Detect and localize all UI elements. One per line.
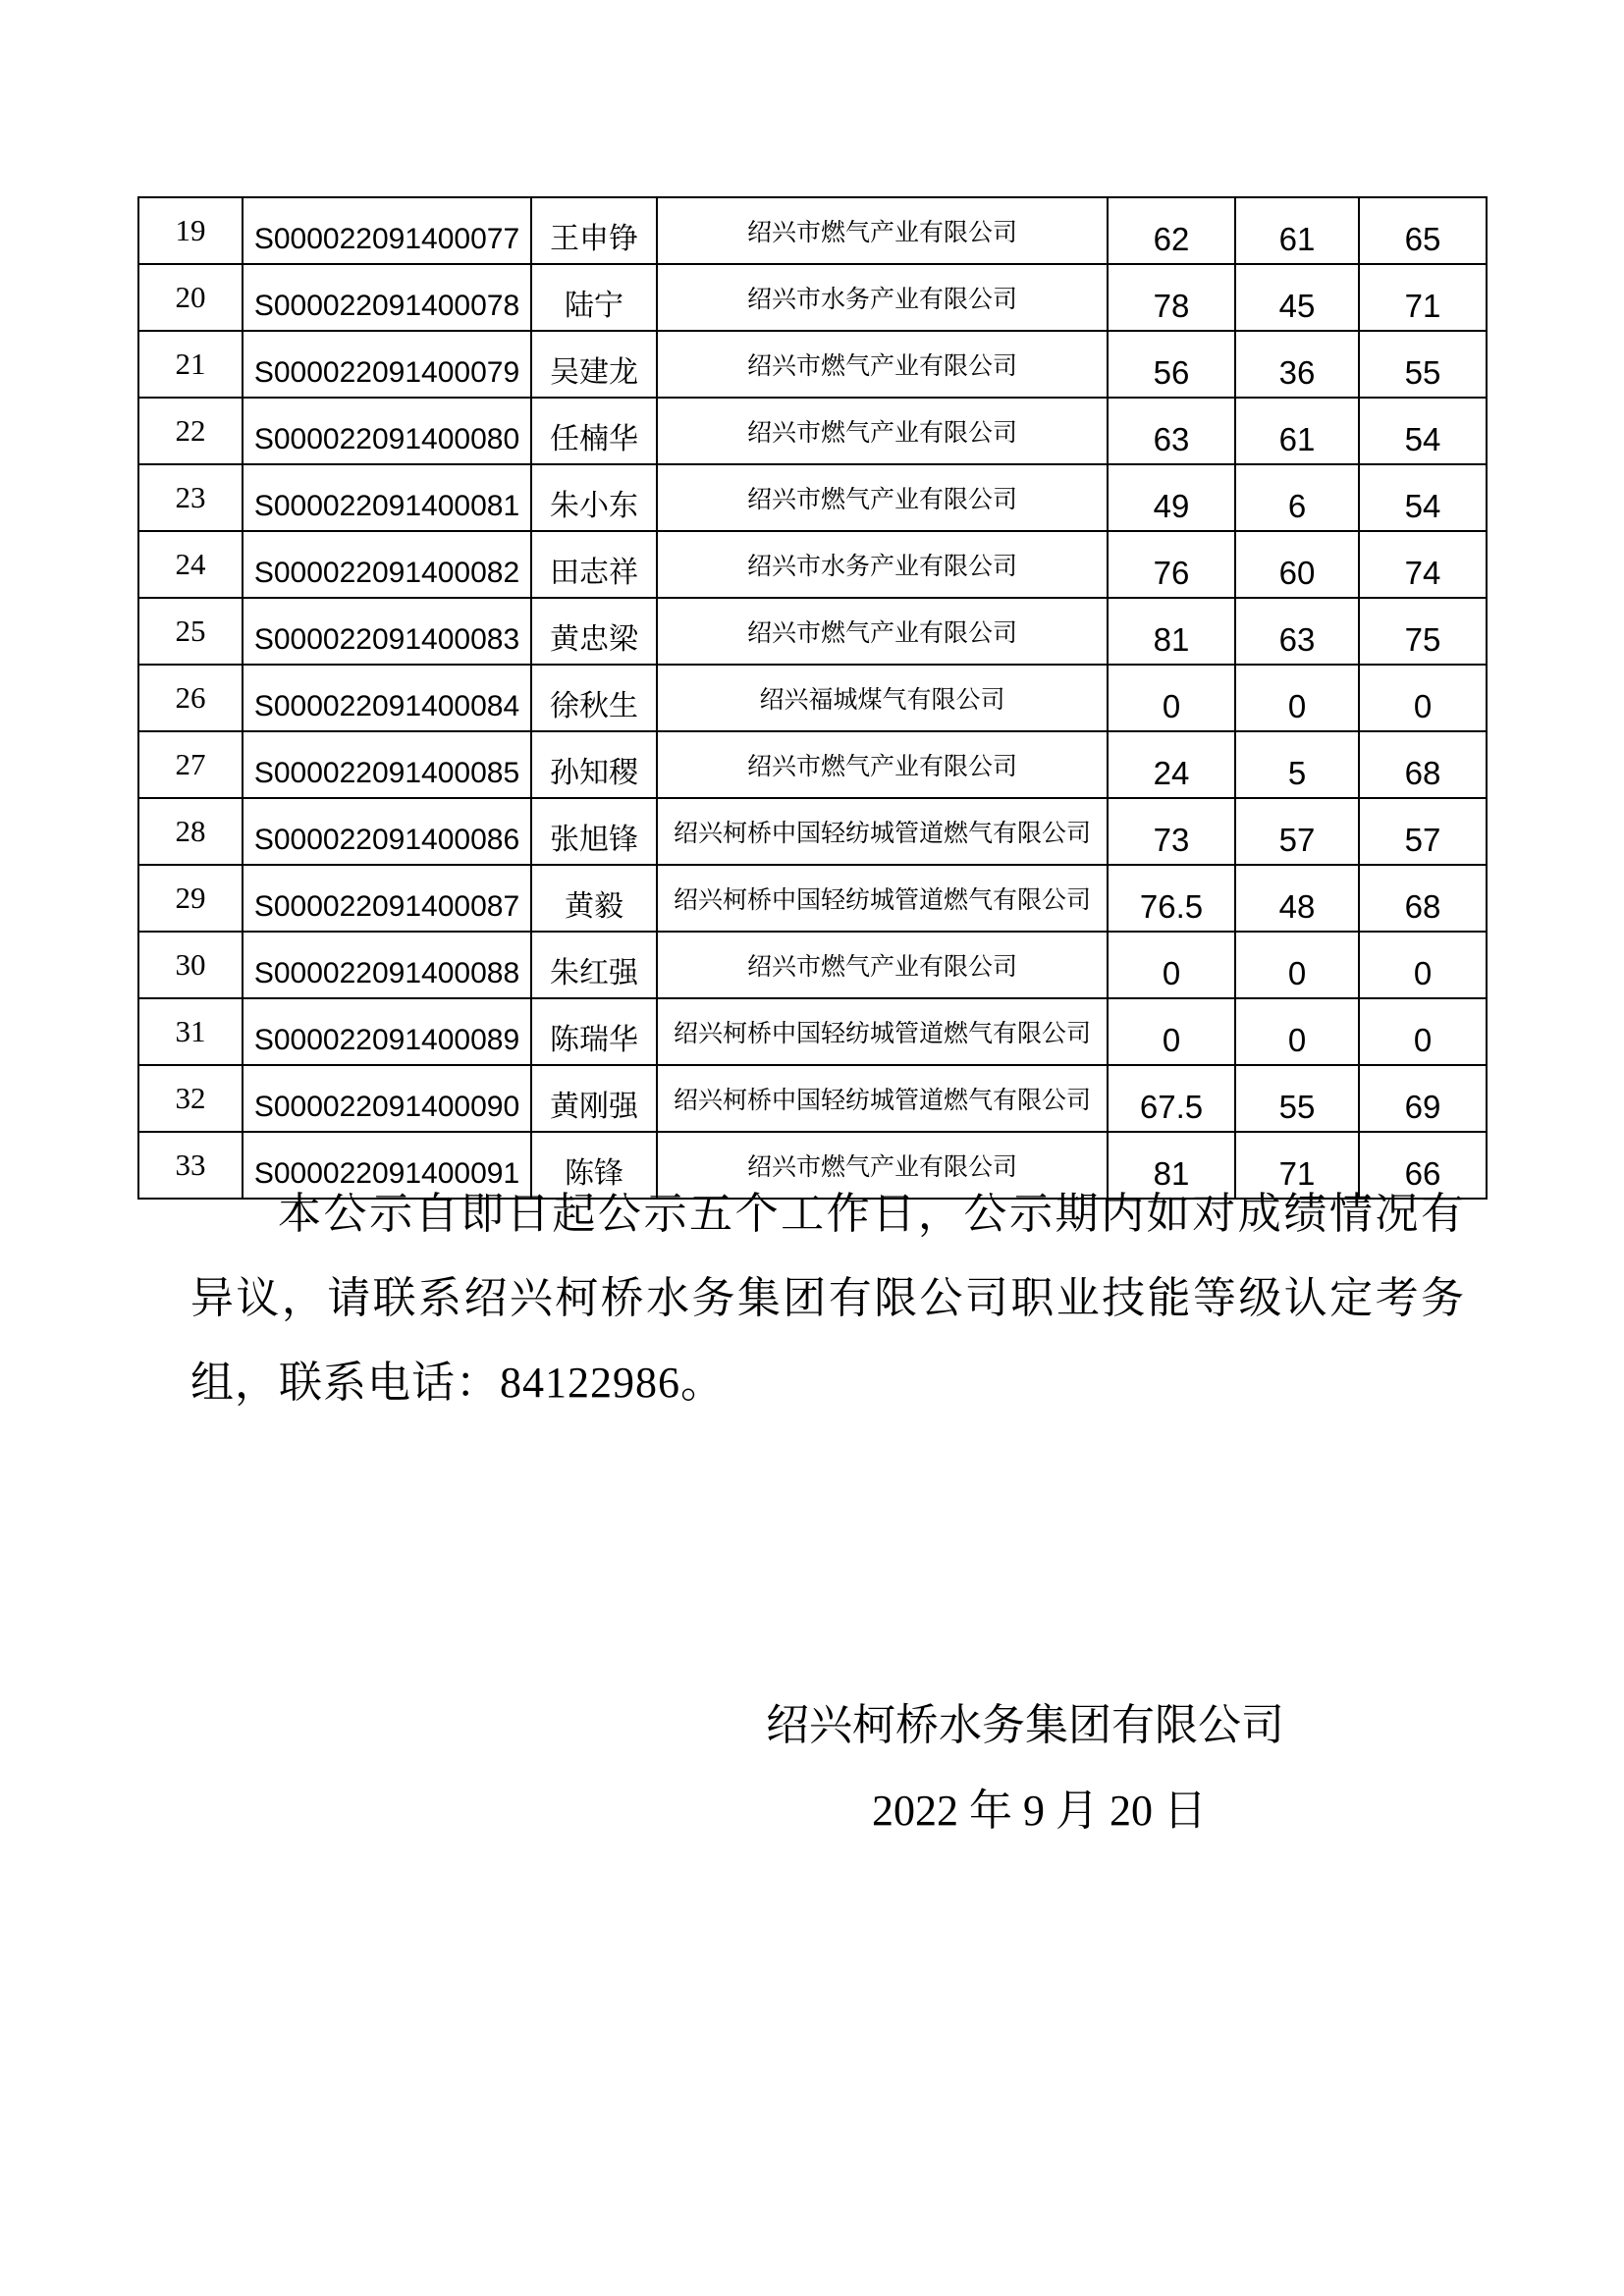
cell-row-number: 22 [138,398,243,464]
cell-score-1: 0 [1108,998,1235,1065]
cell-candidate-id: S000022091400084 [243,665,531,731]
cell-score-3: 55 [1359,331,1487,398]
cell-candidate-id: S000022091400079 [243,331,531,398]
cell-score-1: 81 [1108,598,1235,665]
cell-company: 绍兴柯桥中国轻纺城管道燃气有限公司 [657,998,1108,1065]
cell-row-number: 23 [138,464,243,531]
notice-paragraph [190,1172,1465,1425]
cell-company: 绍兴市燃气产业有限公司 [657,598,1108,665]
cell-company: 绍兴市燃气产业有限公司 [657,1132,1108,1199]
cell-score-2: 63 [1235,598,1359,665]
cell-score-2: 36 [1235,331,1359,398]
cell-score-2: 61 [1235,197,1359,264]
cell-name: 陈瑞华 [531,998,657,1065]
cell-row-number: 31 [138,998,243,1065]
cell-score-3: 54 [1359,398,1487,464]
cell-row-number: 19 [138,197,243,264]
cell-name: 张旭锋 [531,798,657,865]
cell-company: 绍兴市燃气产业有限公司 [657,398,1108,464]
cell-score-2: 60 [1235,531,1359,598]
cell-score-1: 76.5 [1108,865,1235,932]
cell-score-1: 63 [1108,398,1235,464]
cell-score-3: 71 [1359,264,1487,331]
cell-row-number: 30 [138,932,243,998]
cell-name: 田志祥 [531,531,657,598]
cell-score-3: 65 [1359,197,1487,264]
notice-line-2: 异议，请联系绍兴柯桥水务集团有限公司职业技能等级认定考务 [190,1274,1465,1322]
cell-row-number: 33 [138,1132,243,1199]
cell-company: 绍兴市燃气产业有限公司 [657,331,1108,398]
cell-name: 任楠华 [531,398,657,464]
cell-score-2: 45 [1235,264,1359,331]
cell-candidate-id: S000022091400091 [243,1132,531,1199]
table-row [138,932,1487,998]
cell-company: 绍兴市燃气产业有限公司 [657,932,1108,998]
cell-score-2: 5 [1235,731,1359,798]
cell-company: 绍兴市燃气产业有限公司 [657,731,1108,798]
cell-row-number: 26 [138,665,243,731]
cell-name: 王申铮 [531,197,657,264]
table-row [138,1065,1487,1132]
scores-table [137,196,1488,1200]
cell-company: 绍兴市水务产业有限公司 [657,264,1108,331]
cell-score-1: 76 [1108,531,1235,598]
table-row [138,665,1487,731]
cell-score-2: 57 [1235,798,1359,865]
cell-score-3: 74 [1359,531,1487,598]
cell-score-2: 0 [1235,665,1359,731]
cell-score-1: 73 [1108,798,1235,865]
signature-company: 绍兴柯桥水务集团有限公司 [766,1701,1284,1749]
cell-candidate-id: S000022091400078 [243,264,531,331]
cell-name: 朱红强 [531,932,657,998]
cell-row-number: 25 [138,598,243,665]
cell-row-number: 29 [138,865,243,932]
cell-score-2: 48 [1235,865,1359,932]
cell-score-3: 75 [1359,598,1487,665]
cell-name: 陈锋 [531,1132,657,1199]
cell-score-3: 0 [1359,665,1487,731]
notice-line-1: 本公示自即日起公示五个工作日，公示期内如对成绩情况有 [278,1190,1465,1238]
cell-row-number: 28 [138,798,243,865]
cell-company: 绍兴市水务产业有限公司 [657,531,1108,598]
cell-candidate-id: S000022091400082 [243,531,531,598]
table-row [138,865,1487,932]
cell-score-3: 0 [1359,998,1487,1065]
table-row [138,598,1487,665]
cell-name: 陆宁 [531,264,657,331]
cell-row-number: 21 [138,331,243,398]
cell-score-3: 0 [1359,932,1487,998]
table-row [138,998,1487,1065]
cell-candidate-id: S000022091400081 [243,464,531,531]
cell-name: 徐秋生 [531,665,657,731]
table-row [138,531,1487,598]
cell-company: 绍兴市燃气产业有限公司 [657,464,1108,531]
table-row [138,264,1487,331]
cell-score-3: 68 [1359,731,1487,798]
cell-score-3: 66 [1359,1132,1487,1199]
cell-row-number: 24 [138,531,243,598]
cell-row-number: 27 [138,731,243,798]
cell-score-1: 49 [1108,464,1235,531]
cell-score-2: 0 [1235,998,1359,1065]
cell-candidate-id: S000022091400086 [243,798,531,865]
cell-score-1: 81 [1108,1132,1235,1199]
cell-company: 绍兴柯桥中国轻纺城管道燃气有限公司 [657,1065,1108,1132]
cell-score-2: 55 [1235,1065,1359,1132]
cell-candidate-id: S000022091400080 [243,398,531,464]
scores-table-body [138,197,1487,1199]
cell-score-1: 62 [1108,197,1235,264]
cell-score-2: 71 [1235,1132,1359,1199]
table-row [138,197,1487,264]
cell-company: 绍兴柯桥中国轻纺城管道燃气有限公司 [657,798,1108,865]
cell-name: 黄毅 [531,865,657,932]
cell-candidate-id: S000022091400090 [243,1065,531,1132]
cell-company: 绍兴福城煤气有限公司 [657,665,1108,731]
cell-candidate-id: S000022091400089 [243,998,531,1065]
cell-name: 黄刚强 [531,1065,657,1132]
cell-name: 孙知稷 [531,731,657,798]
cell-candidate-id: S000022091400083 [243,598,531,665]
cell-row-number: 32 [138,1065,243,1132]
cell-candidate-id: S000022091400077 [243,197,531,264]
cell-row-number: 20 [138,264,243,331]
table-row [138,464,1487,531]
cell-score-1: 0 [1108,932,1235,998]
cell-score-1: 56 [1108,331,1235,398]
cell-candidate-id: S000022091400088 [243,932,531,998]
cell-score-3: 57 [1359,798,1487,865]
cell-score-2: 61 [1235,398,1359,464]
cell-score-3: 68 [1359,865,1487,932]
cell-candidate-id: S000022091400085 [243,731,531,798]
cell-score-2: 6 [1235,464,1359,531]
cell-score-2: 0 [1235,932,1359,998]
cell-score-1: 24 [1108,731,1235,798]
cell-name: 黄忠梁 [531,598,657,665]
table-row [138,331,1487,398]
table-row [138,731,1487,798]
cell-name: 朱小东 [531,464,657,531]
table-row [138,398,1487,464]
notice-line-3: 组，联系电话：84122986。 [190,1359,725,1407]
table-row [138,798,1487,865]
cell-score-1: 67.5 [1108,1065,1235,1132]
cell-score-3: 69 [1359,1065,1487,1132]
cell-company: 绍兴柯桥中国轻纺城管道燃气有限公司 [657,865,1108,932]
signature-date: 2022 年 9 月 20 日 [872,1787,1207,1835]
cell-name: 吴建龙 [531,331,657,398]
cell-score-1: 78 [1108,264,1235,331]
cell-score-1: 0 [1108,665,1235,731]
cell-score-3: 54 [1359,464,1487,531]
cell-candidate-id: S000022091400087 [243,865,531,932]
cell-company: 绍兴市燃气产业有限公司 [657,197,1108,264]
